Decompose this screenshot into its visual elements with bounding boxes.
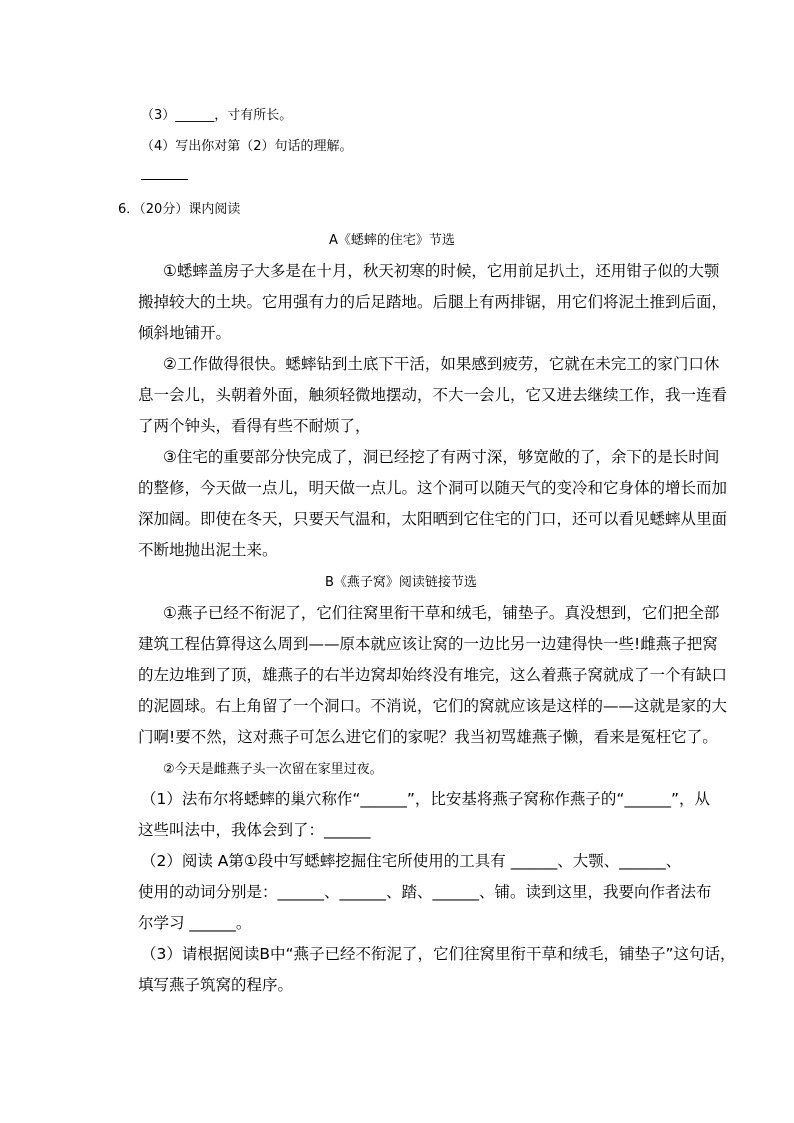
passage-b-line: 的泥圆球。右上角留了一个洞口。不消说，它们的窝就应该是这样的——这就是家的大 (138, 697, 728, 715)
question-6-header: 6．（20分）课内阅读 (118, 202, 241, 217)
passage-b-title: B《燕子窝》阅读链接节选 (325, 575, 477, 590)
passage-a-line: 搬掉较大的土块。它用强有力的后足踏地。后腿上有两排锯，用它们将泥土推到后面， (138, 293, 728, 311)
sub-question-line: 这些叫法中，我体会到了：______ (138, 821, 371, 839)
sub-question-3: （3）______，寸有所长。 (141, 108, 293, 123)
passage-b-line: ①燕子已经不衔泥了，它们往窝里衔干草和绒毛，铺垫子。真没想到，它们把全部 (163, 604, 720, 622)
passage-a-line: 不断地抛出泥土来。 (138, 541, 278, 559)
passage-a-line: 息一会儿，头朝着外面，触须轻微地摆动，不大一会儿，它又进去继续工作，我一连看 (138, 386, 728, 404)
passage-a-line: 的整修，今天做一点儿，明天做一点儿。这个洞可以随天气的变冷和它身体的增长而加 (138, 479, 728, 497)
sub-question-line: （2）阅读 A第①段中写蟋蟀挖掘住宅所使用的工具有 ______、大颚、______、 (141, 852, 682, 870)
passage-b-line: 的左边堆到了顶，雄燕子的右半边窝却始终没有堆完，这么着燕子窝就成了一个有缺口 (138, 666, 728, 684)
answer-blank-line (141, 179, 188, 180)
sub-question-line: （3）请根据阅读B中“燕子已经不衔泥了，它们往窝里衔干草和绒毛，铺垫子”这句话， (141, 945, 736, 963)
sub-question-line: 填写燕子筑窝的程序。 (138, 976, 294, 994)
sub-question-4: （4）写出你对第（2）句话的理解。 (141, 139, 353, 154)
passage-a-title: A《蟋蟀的住宅》节选 (329, 233, 455, 248)
passage-a-line: 倾斜地铺开。 (138, 324, 232, 342)
passage-a-line: ②工作做得很快。蟋蟀钻到土底下干活，如果感到疲劳，它就在未完工的家门口休 (163, 355, 720, 373)
passage-a-line: 深加阔。即使在冬天，只要天气温和，太阳晒到它住宅的门口，还可以看见蟋蟀从里面 (138, 510, 728, 528)
sub-question-line: 使用的动词分别是：______、______、踏、______、铺。读到这里，我要向作者法布 (138, 883, 712, 901)
passage-b-line: 建筑工程估算得这么周到——原本就应该让窝的一边比另一边建得快一些!雌燕子把窝 (138, 635, 718, 653)
passage-b-line: ②今天是雌燕子头一次留在家里过夜。 (163, 762, 383, 777)
passage-a-line: 了两个钟头，看得有些不耐烦了， (138, 417, 371, 435)
passage-a-line: ①蟋蟀盖房子大多是在十月，秋天初寒的时候，它用前足扒土，还用钳子似的大颚 (163, 262, 720, 280)
passage-b-line: 门啊!要不然，这对燕子可怎么进它们的家呢？我当初骂雄燕子懒，看来是冤枉它了。 (138, 728, 718, 746)
sub-question-line: 尔学习 ______。 (138, 914, 252, 932)
sub-question-line: （1）法布尔将蟋蟀的巢穴称作“______”，比安基将燕子窝称作燕子的“______”，从 (141, 790, 710, 808)
passage-a-line: ③住宅的重要部分快完成了，洞已经挖了有两寸深，够宽敞的了，余下的是长时间 (163, 448, 720, 466)
